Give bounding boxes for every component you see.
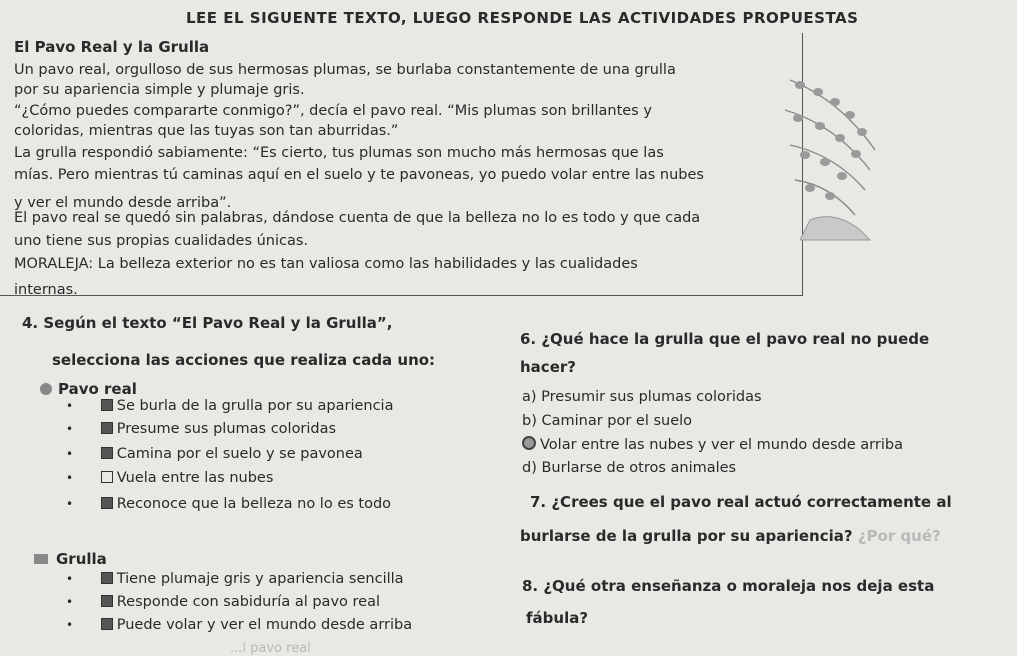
q4-prompt: 4. Según el texto “El Pavo Real y la Grulla”,	[22, 314, 393, 332]
page-header: LEE EL SIGUENTE TEXTO, LUEGO RESPONDE LAS ACTIVIDADES PROPUESTAS	[186, 9, 859, 27]
radio-selected-icon[interactable]	[34, 554, 48, 564]
q7-prompt: 7. ¿Crees que el pavo real actuó correctamente al	[530, 493, 952, 511]
story-line: Un pavo real, orgulloso de sus hermosas plumas, se burlaba constantemente de una grulla	[14, 62, 676, 78]
checkbox-filled-icon[interactable]	[101, 595, 113, 607]
q7-prompt: burlarse de la grulla por su apariencia? ¿Por qué?	[520, 527, 941, 545]
checkbox-filled-icon[interactable]	[101, 618, 113, 630]
pavo-option[interactable]: • Camina por el suelo y se pavonea	[66, 446, 363, 462]
grulla-option[interactable]: • Responde con sabiduría al pavo real	[66, 594, 380, 610]
radio-selected-icon[interactable]	[40, 383, 52, 395]
q6-option-d[interactable]: d) Burlarse de otros animales	[522, 460, 737, 476]
story-line: y ver el mundo desde arriba”.	[14, 195, 232, 211]
cut-off-text: ...l pavo real	[230, 641, 311, 656]
grulla-group-label: Grulla	[34, 550, 107, 568]
story-line: mías. Pero mientras tú caminas aquí en el suelo y te pavoneas, yo puedo volar entre las nubes	[14, 167, 704, 183]
peacock-illustration	[780, 70, 885, 245]
story-line: El pavo real se quedó sin palabras, dándose cuenta de que la belleza no lo es todo y que cada	[14, 210, 701, 226]
pavo-option[interactable]: • Se burla de la grulla por su apariencia	[66, 398, 394, 414]
checkbox-filled-icon[interactable]	[101, 447, 113, 459]
q6-option-b[interactable]: b) Caminar por el suelo	[522, 413, 693, 429]
q8-prompt: 8. ¿Qué otra enseñanza o moraleja nos deja esta	[522, 577, 935, 595]
checkbox-filled-icon[interactable]	[101, 399, 113, 411]
q6-prompt: 6. ¿Qué hace la grulla que el pavo real no puede	[520, 330, 930, 348]
story-line: “¿Cómo puedes compararte conmigo?”, decía el pavo real. “Mis plumas son brillantes y	[14, 103, 652, 119]
story-line: coloridas, mientras que las tuyas son tan aburridas.”	[14, 123, 399, 139]
pavo-option[interactable]: • Reconoce que la belleza no lo es todo	[66, 496, 392, 512]
moraleja-line: MORALEJA: La belleza exterior no es tan valiosa como las habilidades y las cualidades	[14, 256, 638, 272]
pavo-option[interactable]: • Vuela entre las nubes	[66, 470, 274, 486]
q6-option-a[interactable]: a) Presumir sus plumas coloridas	[522, 389, 762, 405]
moraleja-line: internas.	[14, 282, 78, 298]
grulla-option[interactable]: • Puede volar y ver el mundo desde arriba	[66, 617, 413, 633]
q4-prompt: selecciona las acciones que realiza cada uno:	[52, 351, 436, 369]
grulla-option[interactable]: • Tiene plumaje gris y apariencia sencilla	[66, 571, 404, 587]
story-line: uno tiene sus propias cualidades únicas.	[14, 233, 309, 249]
story-line: por su apariencia simple y plumaje gris.	[14, 82, 305, 98]
story-title: El Pavo Real y la Grulla	[14, 38, 210, 56]
story-line: La grulla respondió sabiamente: “Es cierto, tus plumas son mucho más hermosas que las	[14, 145, 664, 161]
checkbox-empty-icon[interactable]	[101, 471, 113, 483]
q8-prompt: fábula?	[526, 609, 589, 627]
q6-prompt: hacer?	[520, 358, 576, 376]
checkbox-filled-icon[interactable]	[101, 422, 113, 434]
checkbox-filled-icon[interactable]	[101, 497, 113, 509]
q6-option-c[interactable]: Volar entre las nubes y ver el mundo desde arriba	[522, 436, 903, 453]
checkbox-filled-icon[interactable]	[101, 572, 113, 584]
radio-selected-icon[interactable]	[522, 436, 536, 450]
pavo-group-label: Pavo real	[40, 380, 137, 398]
pavo-option[interactable]: • Presume sus plumas coloridas	[66, 421, 337, 437]
